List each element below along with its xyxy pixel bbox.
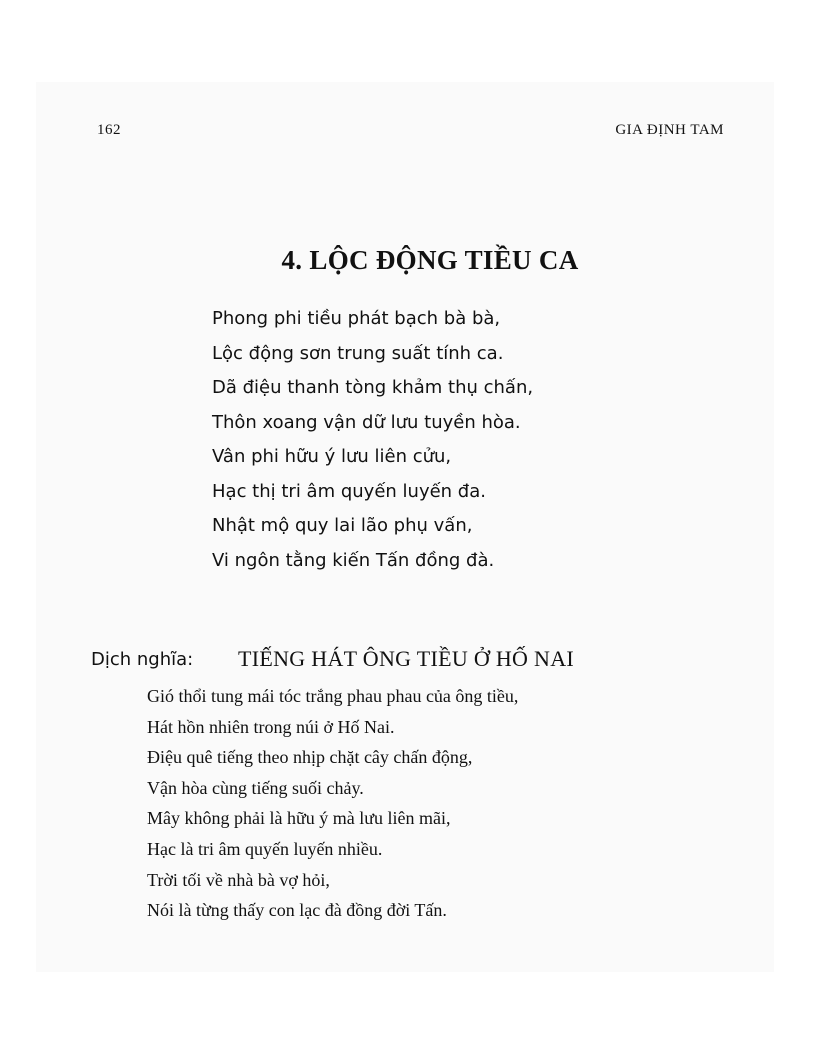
page-number: 162 [97,122,121,138]
translation-lines [147,681,518,926]
poem-lines [212,302,533,578]
translation-line: Trời tối về nhà bà vợ hỏi, [147,869,330,890]
translation-line: Gió thổi tung mái tóc trắng phau phau của ông tiều, [147,686,519,706]
poem-line: Phong phi tiều phát bạch bà bà, [212,308,501,329]
translation-title: TIẾNG HÁT ÔNG TIỀU Ở HỐ NAI [238,646,575,671]
poem-line: Thôn xoang vận dữ lưu tuyền hòa. [212,411,521,433]
running-head: GIA ĐỊNH TAM [615,122,724,138]
poem-title: 4. LỘC ĐỘNG TIỀU CA [281,245,579,275]
translation-line: Hát hồn nhiên trong núi ở Hố Nai. [147,716,395,737]
poem-line: Vân phi hữu ý lưu liên cửu, [212,446,452,467]
poem-line: Dã điệu thanh tòng khảm thụ chấn, [212,377,534,398]
translation-line: Hạc là tri âm quyến luyến nhiều. [147,838,383,859]
poem-line: Vi ngôn tằng kiến Tấn đồng đà. [212,549,495,571]
translation-line: Điệu quê tiếng theo nhịp chặt cây chấn động, [147,747,473,768]
poem-line: Nhật mộ quy lai lão phụ vấn, [212,515,473,536]
poem-line: Lộc động sơn trung suất tính ca. [212,342,504,364]
translation-line: Vận hòa cùng tiếng suối chảy. [147,777,364,798]
translation-label: Dịch nghĩa: [91,649,194,670]
translation-line: Mây không phải là hữu ý mà lưu liên mãi, [147,808,451,829]
translation-line: Nói là từng thấy con lạc đà đồng đời Tấn. [147,900,447,921]
poem-line: Hạc thị tri âm quyến luyến đa. [212,480,486,502]
